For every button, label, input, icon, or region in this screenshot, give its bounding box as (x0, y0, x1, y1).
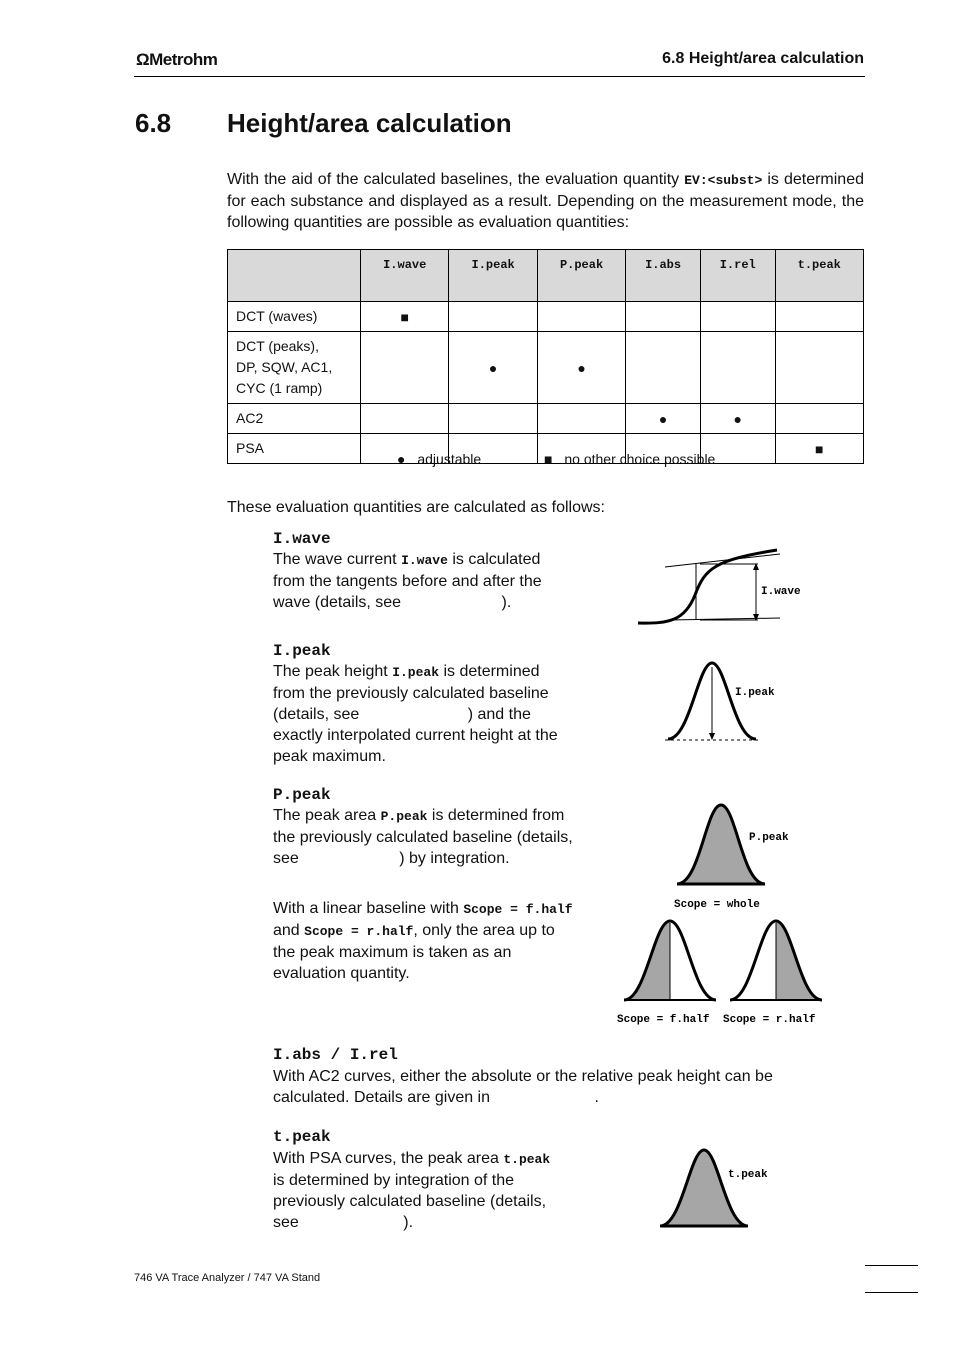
scope-whole-label: Scope = whole (674, 899, 760, 911)
table-cell (537, 404, 625, 434)
table-cell (775, 332, 863, 404)
arrow-down-icon (709, 733, 715, 740)
ppeak-figure-label: P.peak (749, 832, 789, 844)
scope-fhalf-label: Scope = f.half (617, 1014, 710, 1026)
table-cell: ● (700, 404, 775, 434)
item-text-ppeak: The peak area P.peak is determined from the previously calculated baseline (details, see ) by integration. (273, 807, 573, 867)
metrohm-logo (136, 50, 217, 70)
logo-text: Metrohm (149, 50, 218, 69)
table-row (228, 302, 864, 332)
filled-square-icon: ■ (544, 451, 553, 467)
column-header: I.abs (626, 250, 701, 302)
row-label: PSA (228, 434, 361, 464)
row-label: DCT (peaks), DP, SQW, AC1, CYC (1 ramp) (228, 332, 361, 404)
scope-rhalf-label: Scope = r.half (723, 1014, 816, 1026)
column-header: I.wave (361, 250, 449, 302)
column-header: I.peak (449, 250, 537, 302)
rhalf-area (776, 921, 822, 1000)
intro-paragraph: With the aid of the calculated baselines, the evaluation quantity EV:<subst> is determined for each substance and displayed as a result. Depending on the measurement mode, the following quantities are possible as evaluation quantities: (227, 171, 864, 231)
table-cell (700, 302, 775, 332)
table-cell (449, 302, 537, 332)
item-text-ppeak-scope: With a linear baseline with Scope = f.half and Scope = r.half, only the area up to the peak maximum is taken as an evaluation quantity. (273, 900, 573, 982)
item-heading-tpeak: t.peak (273, 1128, 331, 1146)
footer-rule-bottom (865, 1292, 918, 1293)
item-heading-iabs-irel: I.abs / I.rel (273, 1046, 398, 1064)
item-text-iwave: The wave current I.wave is calculated from the tangents before and after the wave (details, see ). (273, 551, 542, 611)
table-cell (700, 332, 775, 404)
column-header: t.peak (775, 250, 863, 302)
ipeak-figure (660, 655, 800, 750)
table-cell: ■ (775, 434, 863, 464)
evaluation-quantity-table (227, 249, 864, 464)
table-cell (361, 332, 449, 404)
item-text-ipeak: The peak height I.peak is determined from the previously calculated baseline (details, see ) and the exactly interpolated current height at the peak maximum. (273, 663, 558, 765)
table-cell (626, 302, 701, 332)
iwave-figure-label: I.wave (761, 586, 801, 598)
legend-fixed: ■ no other choice possible (544, 451, 716, 467)
tpeak-peak (660, 1150, 748, 1226)
ppeak-whole-peak (677, 805, 765, 884)
legend-adjustable: ● adjustable (397, 451, 482, 467)
fhalf-area (624, 921, 670, 1000)
item-heading-ipeak: I.peak (273, 642, 331, 660)
table-cell (361, 404, 449, 434)
table-cell: ● (537, 332, 625, 404)
code-ev-subst: EV:<subst> (684, 173, 763, 188)
item-text-tpeak: With PSA curves, the peak area t.peak is determined by integration of the previously calculated baseline (details, see ). (273, 1150, 551, 1231)
item-text-iabs-irel: With AC2 curves, either the absolute or the relative peak height can be calculated. Details are given in . (273, 1068, 773, 1106)
row-label: AC2 (228, 404, 361, 434)
table-cell (537, 302, 625, 332)
tpeak-figure-label: t.peak (728, 1169, 768, 1181)
ppeak-figures (610, 795, 850, 1030)
table-header-blank (228, 250, 361, 302)
table-row (228, 332, 864, 404)
footer-rule-top (865, 1265, 918, 1266)
item-heading-ppeak: P.peak (273, 786, 331, 804)
item-heading-iwave: I.wave (273, 530, 331, 548)
section-number: 6.8 (135, 108, 172, 138)
omega-logo-icon: Ω (136, 50, 150, 69)
table-cell (775, 302, 863, 332)
table-cell: ■ (361, 302, 449, 332)
column-header: I.rel (700, 250, 775, 302)
table-cell: ● (449, 332, 537, 404)
lead-paragraph: These evaluation quantities are calculated as follows: (227, 499, 605, 516)
running-header-title: 6.8 Height/area calculation (662, 50, 864, 67)
section-title: Height/area calculation (227, 108, 512, 138)
table-row (228, 404, 864, 434)
tpeak-figure (650, 1140, 810, 1235)
header-rule (134, 76, 865, 77)
row-label: DCT (waves) (228, 302, 361, 332)
filled-circle-icon: ● (397, 451, 406, 467)
table-cell (449, 404, 537, 434)
table-cell: ● (626, 404, 701, 434)
table-header-row (228, 250, 864, 302)
ipeak-figure-label: I.peak (735, 687, 775, 699)
table-cell (626, 332, 701, 404)
iwave-figure (630, 540, 820, 635)
table-cell (775, 404, 863, 434)
upper-tangent-line (665, 554, 780, 567)
footer-product-name: 746 VA Trace Analyzer / 747 VA Stand (134, 1272, 321, 1284)
column-header: P.peak (537, 250, 625, 302)
